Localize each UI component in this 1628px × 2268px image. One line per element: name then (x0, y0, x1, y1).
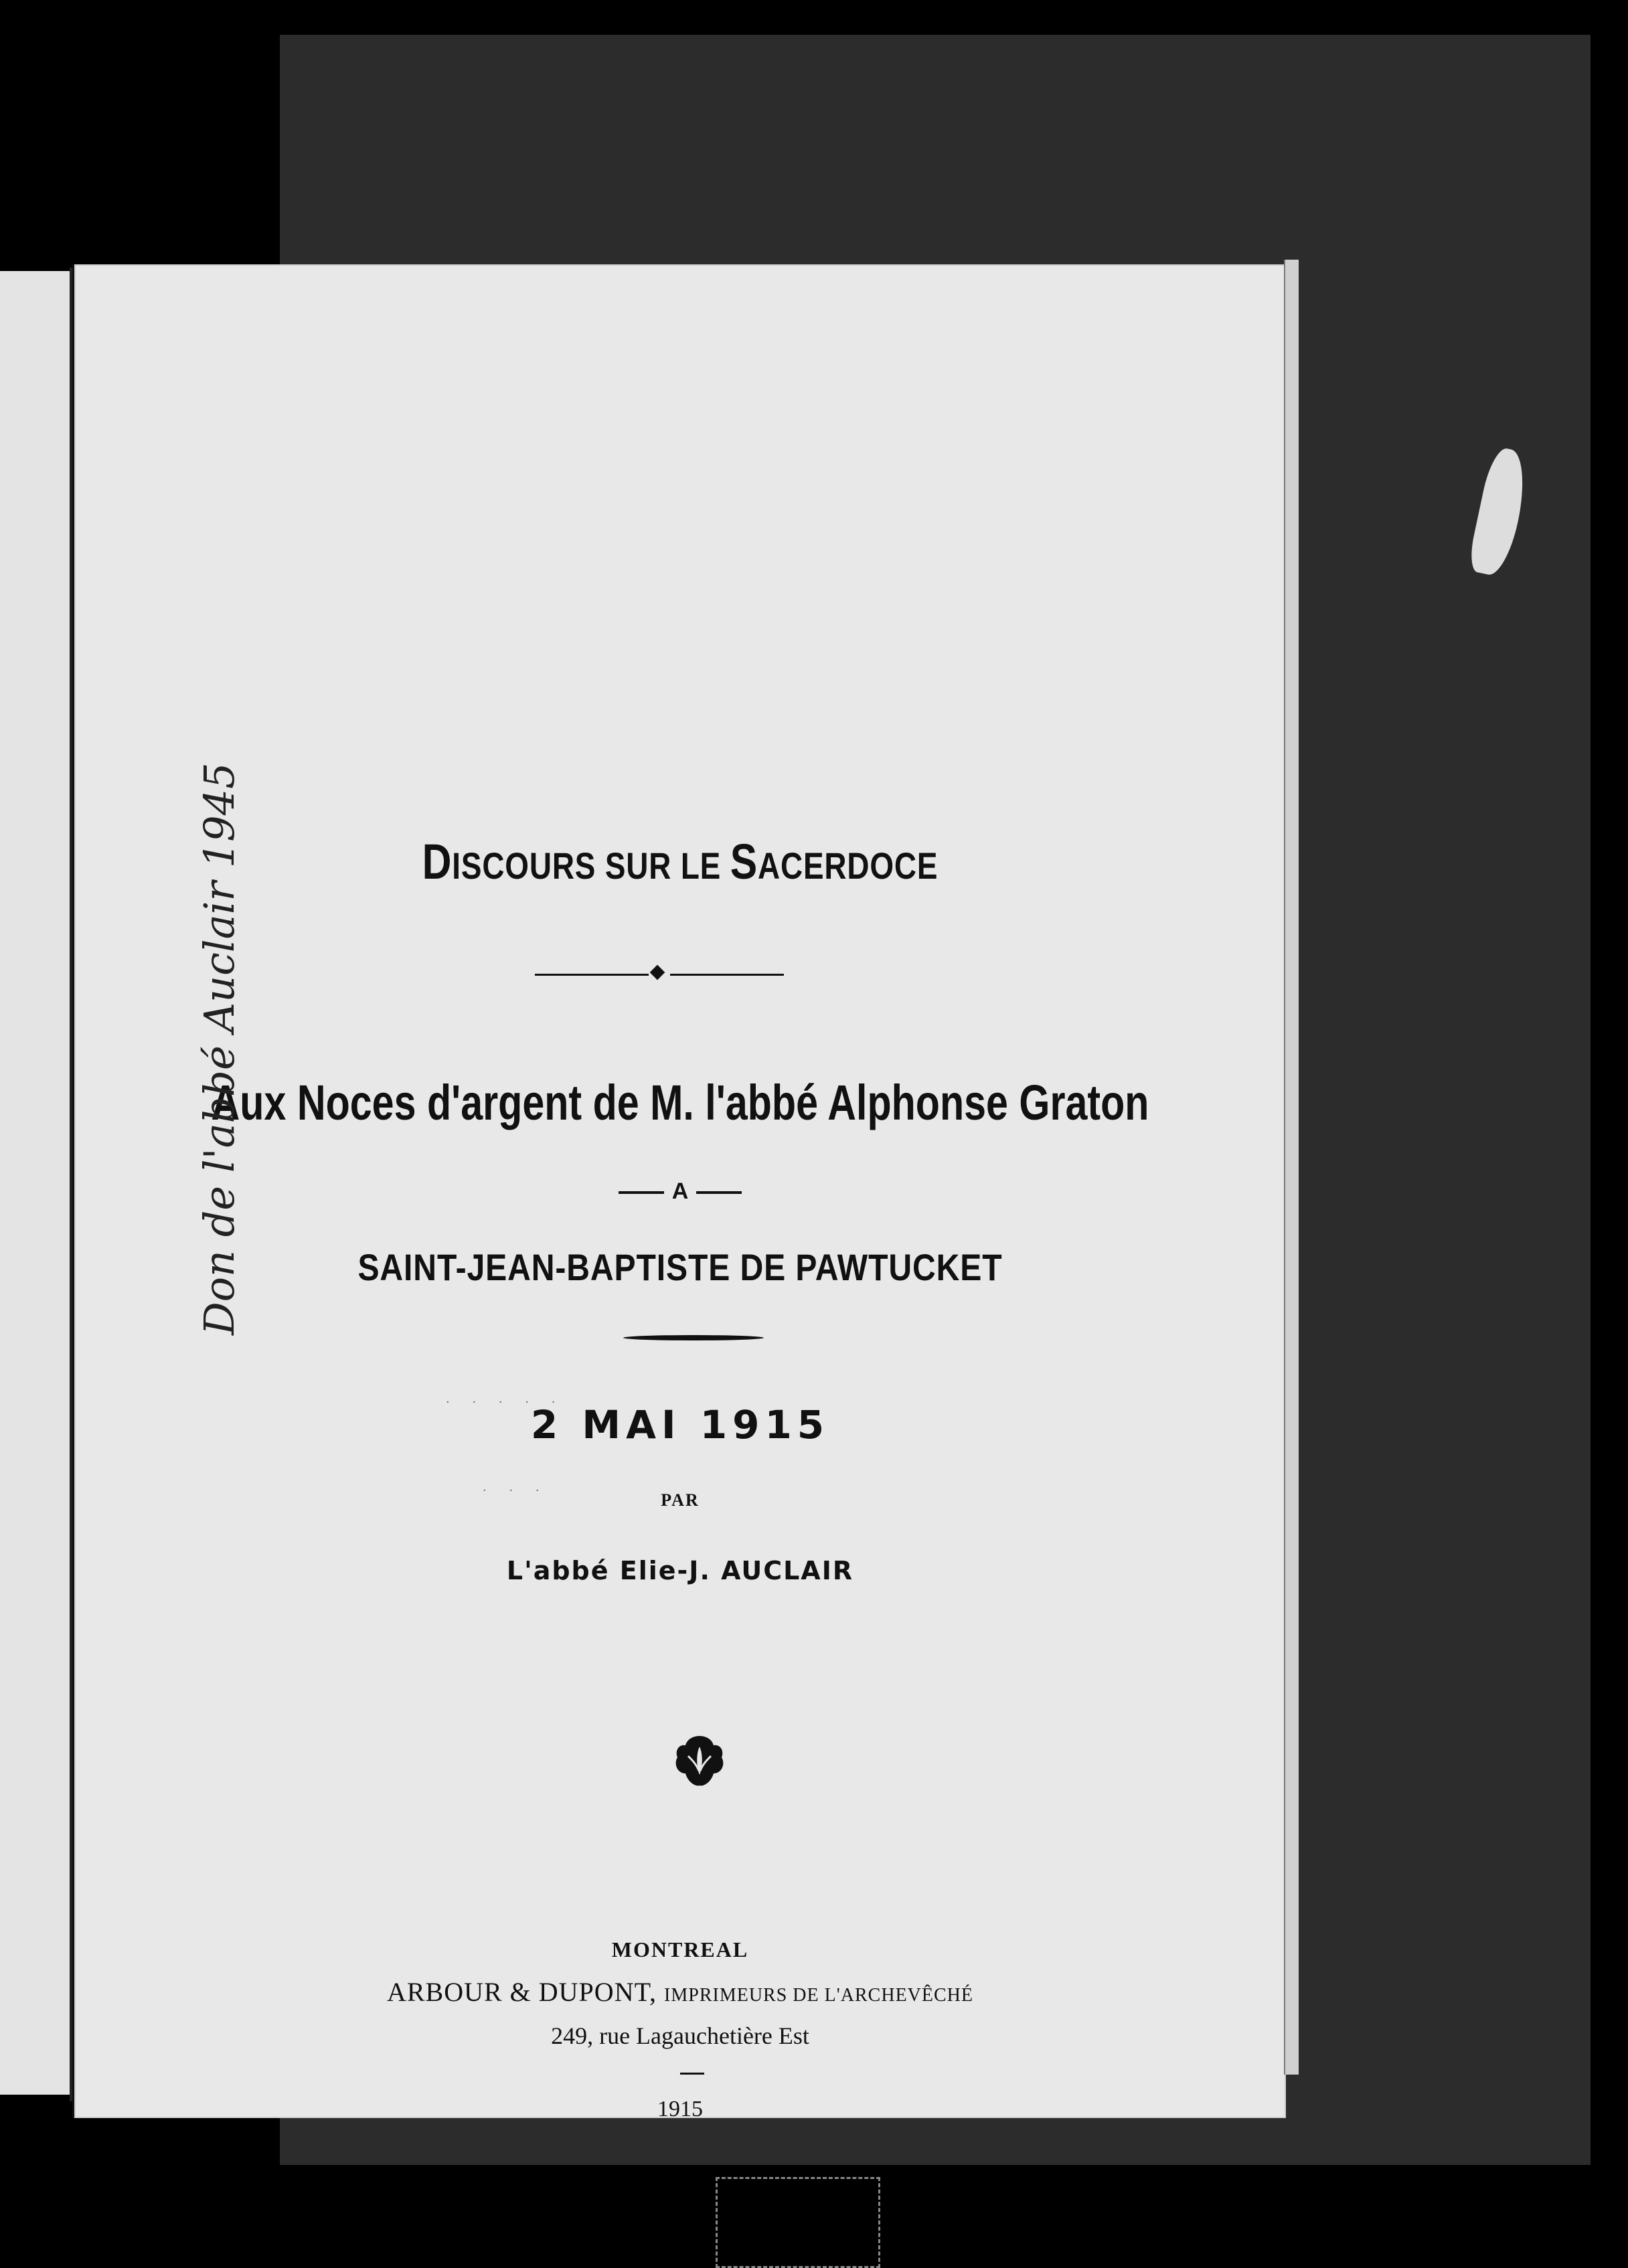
occasion-line: Aux Noces d'argent de M. l'abbé Alphonse Graton (211, 1075, 1149, 1130)
diamond-rule-ornament (535, 972, 784, 976)
publication-year: 1915 (657, 2097, 703, 2121)
facing-page-edge (0, 271, 70, 2095)
page-edge (1284, 260, 1299, 2075)
by-label: PAR (661, 1490, 700, 1510)
short-dash-rule (680, 2073, 704, 2075)
faded-library-stamp (716, 2177, 880, 2268)
print-specks: · · · (483, 1484, 549, 1498)
print-specks: · · · · · (446, 1395, 565, 1409)
fleuron-ornament-icon (673, 1733, 726, 1788)
event-date: 2 MAI 1915 (530, 1402, 830, 1448)
city: MONTREAL (611, 1937, 749, 1961)
parish-name: SAINT-JEAN-BAPTISTE DE PAWTUCKET (357, 1246, 1003, 1288)
thick-rule-ornament (623, 1335, 764, 1340)
publisher-address: 249, rue Lagauchetière Est (551, 2022, 809, 2049)
author-name: L'abbé Elie-J. AUCLAIR (506, 1556, 854, 1585)
title-page: DISCOURS SUR LE SACERDOCE Aux Noces d'argent de M. l'abbé Alphonse Graton A SAINT-JEAN-BAPTISTE DE PAWTUCKET 2 MAI 1915 PAR L'abbé Elie-J. AUCLAIR · · · · · · · · MONTREAL ARBOUR & DUPONT, IMPRIMEURS DE L'ARCHEVÊCHÉ 249, rue Lagauchetière Est 1915 Don de l'abbé Auclair 1945 (72, 264, 1286, 2118)
publisher: ARBOUR & DUPONT, IMPRIMEURS DE L'ARCHEVÊCHÉ (386, 1977, 974, 2007)
a-connector: A (74, 1179, 1286, 1205)
book-title: DISCOURS SUR LE SACERDOCE (422, 834, 939, 889)
